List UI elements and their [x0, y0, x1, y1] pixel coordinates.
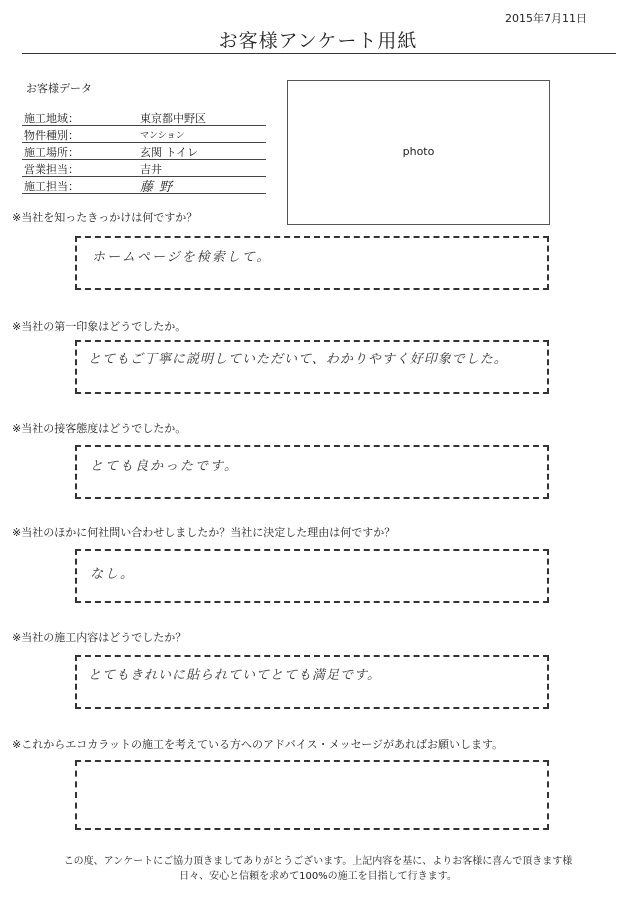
row-value: 東京都中野区 [140, 112, 206, 125]
row-value-handwritten: 藤野 [140, 180, 179, 195]
answer-2-text: とてもご丁寧に説明していただいて、わかりやすく好印象でした。 [88, 352, 508, 367]
answer-4-text: なし。 [90, 567, 136, 582]
customer-data-heading: お客様データ [26, 82, 92, 95]
question-2: ※当社の第一印象はどうでしたか。 [12, 320, 187, 333]
answer-box-4 [75, 549, 549, 603]
question-5: ※当社の施工内容はどうでしたか？ [12, 631, 187, 644]
footer-line-2: 日々、安心と信頼を求めて100%の施工を目指して行きます。 [179, 871, 457, 882]
photo-label: photo [402, 145, 435, 158]
answer-5-text: とてもきれいに貼られていてとても満足です。 [88, 668, 381, 683]
row-label: 施工地域： [24, 112, 79, 125]
customer-row-installer [22, 177, 266, 194]
answer-box-6 [75, 760, 549, 830]
customer-row-area [22, 109, 266, 126]
answer-3-text: とても良かったです。 [90, 459, 239, 474]
row-value: 吉井 [140, 163, 162, 176]
customer-row-property-type [22, 126, 266, 143]
customer-row-location [22, 143, 266, 160]
row-value: マンション [140, 131, 185, 141]
question-4: ※当社のほかに何社問い合わせしましたか？当社に決定した理由は何ですか？ [12, 526, 396, 539]
question-1: ※当社を知ったきっかけは何ですか？ [12, 211, 198, 224]
row-label: 施工担当： [24, 180, 79, 193]
title-divider [22, 53, 616, 54]
footer-line-1: この度、アンケートにご協力頂きましてありがとうございます。上記内容を基に、よりお客様に喜んで頂きます様 [63, 856, 573, 867]
question-6: ※これからエコカラットの施工を考えている方へのアドバイス・メッセージがあればお願いします。 [12, 738, 504, 751]
question-3: ※当社の接客態度はどうでしたか。 [12, 422, 187, 435]
survey-date: 2015年7月11日 [505, 12, 587, 25]
row-label: 営業担当： [24, 163, 79, 176]
row-value: 玄関 トイレ [140, 146, 198, 159]
answer-1-text: ホームページを検索して。 [92, 250, 272, 265]
row-label: 施工場所： [24, 146, 79, 159]
row-label: 物件種別： [24, 129, 79, 142]
page-title: お客様アンケート用紙 [218, 30, 418, 52]
customer-row-sales-rep [22, 160, 266, 177]
